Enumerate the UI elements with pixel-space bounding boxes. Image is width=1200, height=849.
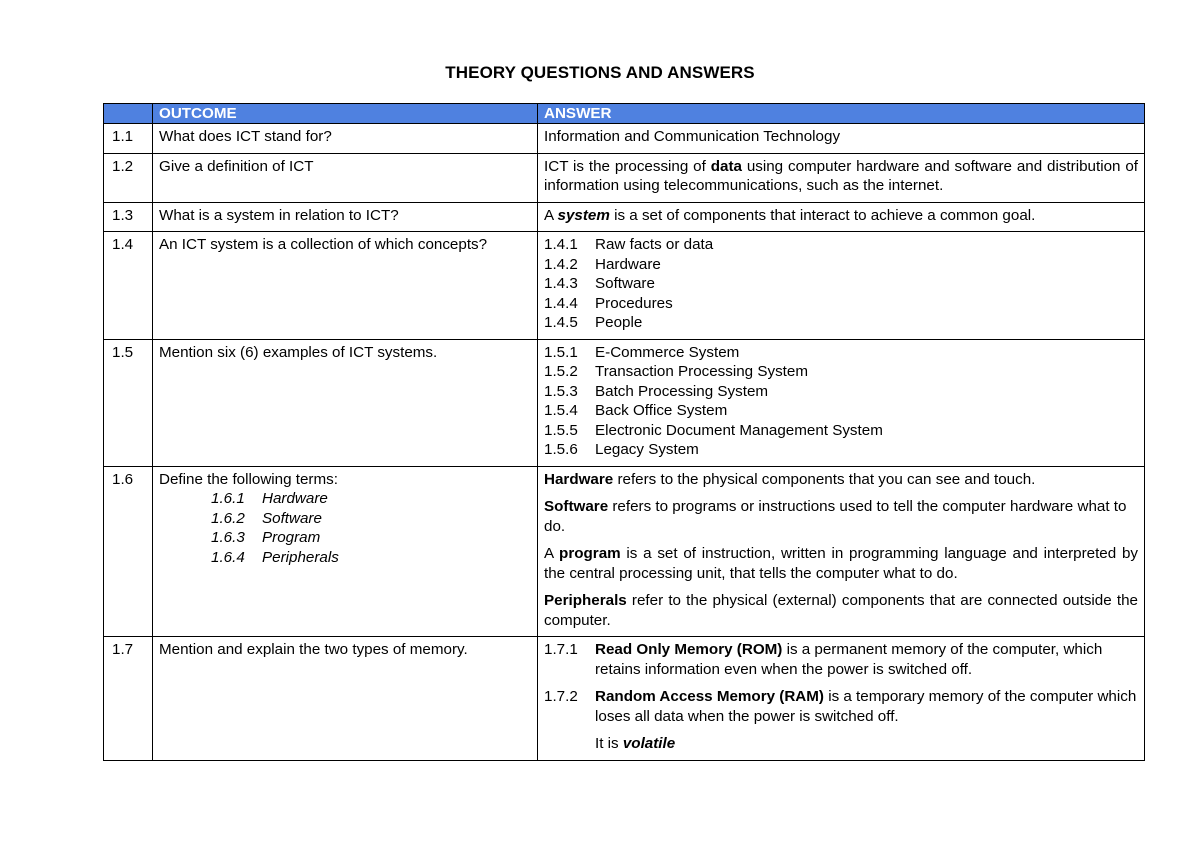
row-question: Give a definition of ICT <box>153 153 538 202</box>
header-num <box>104 104 153 124</box>
row-answer <box>538 637 1145 761</box>
row-answer <box>538 466 1145 637</box>
answer-bold-italic: system <box>557 206 610 224</box>
question-text: Define the following terms: <box>159 470 338 488</box>
row-question: What does ICT stand for? <box>153 124 538 154</box>
row-number: 1.5 <box>104 339 153 466</box>
answer-bold: data <box>710 157 742 175</box>
row-number: 1.2 <box>104 153 153 202</box>
row-number: 1.7 <box>104 637 153 761</box>
list-item: 1.5.4 Back Office System <box>544 402 728 419</box>
list-item: 1.4.3 Software <box>544 275 655 292</box>
row-answer <box>538 153 1145 202</box>
answer-text: is a set of components that interact to achieve a common goal. <box>609 206 1036 224</box>
term-list <box>159 489 531 567</box>
row-answer <box>538 202 1145 232</box>
term-item: 1.6.4 Peripherals <box>211 548 339 566</box>
row-question: Mention and explain the two types of memory. <box>153 637 538 761</box>
list-item: 1.5.1 E-Commerce System <box>544 343 740 361</box>
definition: Hardware refers to the physical components that you can see and touch. <box>544 470 1036 488</box>
table-row <box>104 637 1145 761</box>
list-item: 1.4.2 Hardware <box>544 255 661 273</box>
definition: Peripherals refer to the physical (external) components that are connected outside the computer. <box>544 592 1138 629</box>
definition: Software refers to programs or instructions used to tell the computer hardware what to do. <box>544 498 1127 535</box>
row-question: Mention six (6) examples of ICT systems. <box>153 339 538 466</box>
table-row <box>104 202 1145 232</box>
header-answer: ANSWER <box>538 104 1145 124</box>
row-number: 1.6 <box>104 466 153 637</box>
row-number: 1.1 <box>104 124 153 154</box>
qa-table <box>103 103 1145 761</box>
table-row <box>104 124 1145 154</box>
header-outcome: OUTCOME <box>153 104 538 124</box>
row-number: 1.4 <box>104 232 153 340</box>
memory-item: 1.7.1 Read Only Memory (ROM) is a permanent memory of the computer, which retains information even when the power is switched off. <box>544 641 1103 678</box>
table-row <box>104 232 1145 340</box>
term-item: 1.6.1 Hardware <box>211 490 328 507</box>
list-item: 1.5.3 Batch Processing System <box>544 382 769 400</box>
row-question: What is a system in relation to ICT? <box>153 202 538 232</box>
list-item: 1.4.1 Raw facts or data <box>544 236 714 253</box>
volatile-note: It is volatile <box>595 735 676 752</box>
list-item: 1.5.5 Electronic Document Management System <box>544 421 883 439</box>
table-row <box>104 466 1145 637</box>
answer-text: ICT is the processing of <box>544 157 711 175</box>
answer-text: A <box>544 206 558 224</box>
table-row <box>104 153 1145 202</box>
answer-text: using computer hardware and software and distribution of information using telecommunications, such as the internet. <box>544 157 1138 194</box>
term-item: 1.6.3 Program <box>211 529 321 546</box>
memory-item: 1.7.2 Random Access Memory (RAM) is a temporary memory of the computer which loses all data when the power is switched off. <box>544 688 1137 725</box>
table-row <box>104 339 1145 466</box>
row-question <box>153 466 538 637</box>
header-row <box>104 104 1145 124</box>
definition: A program is a set of instruction, written in programming language and interpreted by the central processing unit, that tells the computer what to do. <box>544 545 1138 582</box>
list-item: 1.4.5 People <box>544 314 643 331</box>
row-answer <box>538 339 1145 466</box>
page-title: THEORY QUESTIONS AND ANSWERS <box>445 63 755 82</box>
list-item: 1.5.2 Transaction Processing System <box>544 363 808 380</box>
list-item: 1.4.4 Procedures <box>544 294 673 312</box>
row-number: 1.3 <box>104 202 153 232</box>
row-question: An ICT system is a collection of which concepts? <box>153 232 538 340</box>
row-answer <box>538 232 1145 340</box>
row-answer: Information and Communication Technology <box>538 124 1145 154</box>
list-item: 1.5.6 Legacy System <box>544 441 699 458</box>
term-item: 1.6.2 Software <box>211 509 322 527</box>
